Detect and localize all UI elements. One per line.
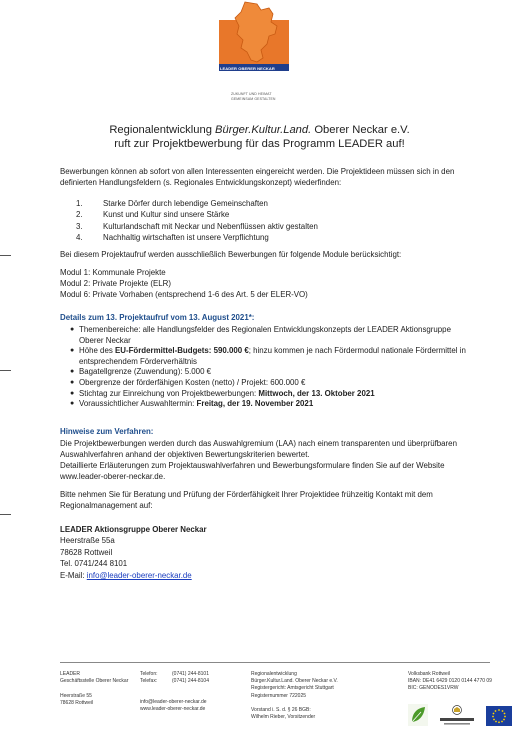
bullet-icon: ● [70, 347, 75, 355]
procedure-paragraph: Die Projektbewerbungen werden durch das Auswahlgremium (LAA) nach einem transparenten und überprüfbaren Auswahlverfahren anhand der objektiven Bewertungskriterien bewertet. [60, 439, 457, 459]
list-item: ● Obergrenze der förderfähigen Kosten (netto) / Projekt: 600.000 € [70, 377, 306, 387]
footer-phone-labels: Telefon: Telefax: [140, 671, 158, 685]
margin-mark [0, 370, 11, 371]
bullet-icon: ● [70, 326, 75, 333]
footer-phone: (0741) 244-8101 (0741) 244-8104 [172, 671, 209, 685]
list-item: 3. Kulturlandschaft mit Neckar und Nebenflüssen aktiv gestalten [76, 221, 318, 231]
module-item: Modul 2: Private Projekte (ELR) [60, 279, 171, 288]
bullet-icon: ● [70, 400, 75, 408]
details-list [70, 325, 470, 410]
intro-paragraph: Bewerbungen können ab sofort von allen Interessenten eingereicht werden. Die Projektideen müssen sich in den definierten Handlungsfeldern (s. Regionales Entwicklungskonzept) wiederfinden: [60, 167, 455, 187]
footer-web [140, 699, 207, 713]
leader-logo [217, 0, 309, 108]
list-item: ● Höhe des EU-Fördermittel-Budgets: 590.000 €; hinzu kommen je nach Fördermodul nationale Fördermittel in entsprechendem Förderverhältnis [70, 346, 466, 366]
margin-mark [0, 255, 11, 256]
baden-wuerttemberg-logo-icon [436, 704, 478, 728]
procedure-details: Detaillierte Erläuterungen zum Projektauswahlverfahren und Bewerbungsformulare finden Sie auf der Website www.leader-oberer-neckar.de. [60, 461, 445, 481]
module-item: Modul 6: Private Vorhaben (entsprechend 1-6 des Art. 5 der ELER-VO) [60, 290, 308, 299]
contact-city: 78628 Rottweil [60, 547, 113, 557]
eu-flag-icon [486, 706, 512, 726]
module-item: Modul 1: Kommunale Projekte [60, 268, 166, 277]
modules-list [60, 267, 308, 300]
headline-line1: Regionalentwicklung Bürger.Kultur.Land. Oberer Neckar e.V. [109, 124, 410, 136]
page-title [40, 123, 479, 151]
list-item: 2. Kunst und Kultur sind unsere Stärke [76, 210, 230, 220]
footer-association: Regionalentwicklung Bürger.Kultur.Land. Oberer Neckar e.V. Registergericht: Amtsgericht Stuttgart Registernummer 722025 Vorstand i. S. d. § 26 BGB: Wilhelm Rieber, Vorsitzender [251, 671, 338, 721]
contact-email-row: E-Mail: info@leader-oberer-neckar.de [60, 570, 192, 580]
details-heading: Details zum 13. Projektaufruf vom 13. August 2021*: [60, 313, 255, 322]
footer-logos [408, 704, 512, 728]
fields-list [60, 198, 480, 243]
list-item: ● Voraussichtlicher Auswahltermin: Freitag, der 19. November 2021 [70, 399, 314, 409]
contact-request: Bitte nehmen Sie für Beratung und Prüfung der Förderfähigkeit Ihrer Projektidee frühzeitig Kontakt mit dem Regionalmanagement auf: [60, 490, 433, 510]
headline-line2: ruft zur Projektbewerbung für das Programm LEADER auf! [114, 138, 405, 150]
leader-leaf-icon [408, 704, 428, 726]
footer-website[interactable]: www.leader-oberer-neckar.de [140, 706, 206, 713]
list-item: ● Themenbereiche: alle Handlungsfelder des Regionalen Entwicklungskonzepts der LEADER Aktionsgruppe Oberer Neckar [70, 325, 451, 345]
bullet-icon: ● [70, 378, 75, 386]
contact-tel: Tel. 0741/244 8101 [60, 559, 128, 569]
email-link[interactable]: info@leader-oberer-neckar.de [86, 570, 192, 580]
modules-intro: Bei diesem Projektaufruf werden ausschließlich Bewerbungen für folgende Module berücksichtigt: [60, 250, 402, 259]
logo-label: LEADER OBERER NECKAR [220, 66, 275, 71]
contact-block [60, 524, 207, 581]
footer-bank: Volksbank Rottweil IBAN: DE41 6429 0120 0144 4770 09 BIC: GENODES1VRW [408, 671, 492, 692]
list-item: ● Stichtag zur Einreichung von Projektbewerbungen: Mittwoch, der 13. Oktober 2021 [70, 388, 375, 398]
footer-address: LEADER Geschäftsstelle Oberer Neckar Heerstraße 55 78628 Rottweil [60, 671, 129, 706]
logo-claim: ZUKUNFT UND HEIMAT GEMEINSAM GESTALTEN [231, 92, 276, 101]
procedure-heading: Hinweise zum Verfahren: [60, 427, 154, 436]
list-item: ● Bagatellgrenze (Zuwendung): 5.000 € [70, 367, 212, 377]
footer-divider [60, 662, 490, 663]
footer-email[interactable]: info@leader-oberer-neckar.de [140, 699, 207, 705]
list-item: 1. Starke Dörfer durch lebendige Gemeinschaften [76, 199, 268, 208]
bullet-icon: ● [70, 389, 75, 397]
contact-org: LEADER Aktionsgruppe Oberer Neckar [60, 525, 207, 534]
bullet-icon: ● [70, 368, 75, 376]
contact-street: Heerstraße 55a [60, 536, 115, 546]
margin-mark [0, 514, 11, 515]
list-item: 4. Nachhaltig wirtschaften ist unsere Verpflichtung [76, 232, 269, 242]
